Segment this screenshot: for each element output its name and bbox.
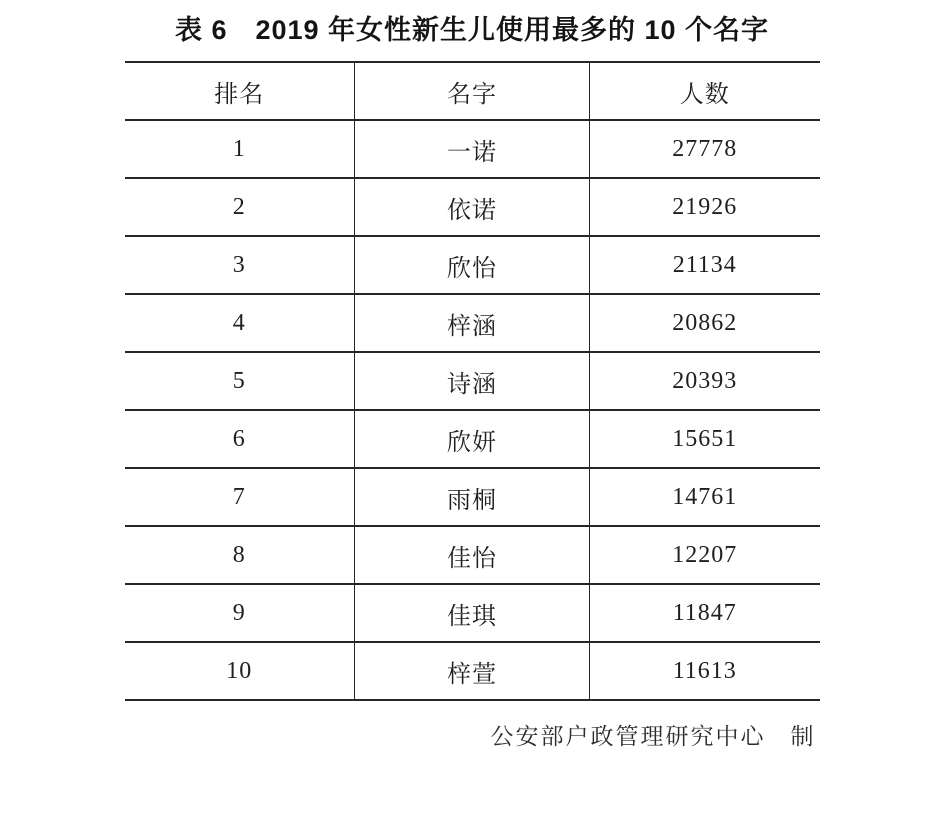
name-cell: 依诺 (355, 178, 590, 236)
table-row (125, 526, 820, 584)
count-cell: 27778 (672, 135, 738, 162)
rank-cell: 7 (232, 483, 246, 510)
count-cell: 11613 (672, 657, 737, 684)
table-header (125, 62, 820, 120)
rank-cell: 2 (232, 193, 246, 220)
rank-cell: 8 (232, 541, 246, 568)
header-name: 名字 (355, 62, 590, 120)
name-cell: 诗涵 (355, 352, 590, 410)
name-cell: 佳琪 (355, 584, 590, 642)
header-count: 人数 (679, 81, 730, 108)
rank-cell: 10 (226, 657, 253, 684)
count-cell: 21926 (672, 193, 738, 220)
header-rank: 排名 (214, 81, 265, 108)
table-row (125, 120, 820, 178)
rank-cell: 4 (232, 309, 246, 336)
table-row (125, 642, 820, 700)
rank-cell: 5 (232, 367, 246, 394)
table-row (125, 236, 820, 294)
table-row (125, 294, 820, 352)
table-row (125, 584, 820, 642)
rank-cell: 3 (232, 251, 246, 278)
name-cell: 欣妍 (355, 410, 590, 468)
name-cell: 一诺 (355, 120, 590, 178)
count-cell: 21134 (672, 251, 737, 278)
table-title: 表 6 2019 年女性新生儿使用最多的 10 个名字 (174, 15, 770, 45)
count-cell: 15651 (672, 425, 738, 452)
header-row (125, 62, 820, 120)
name-cell: 佳怡 (355, 526, 590, 584)
name-cell: 欣怡 (355, 236, 590, 294)
baby-names-table (125, 61, 820, 701)
table-row (125, 178, 820, 236)
count-cell: 20862 (672, 309, 738, 336)
count-cell: 14761 (672, 483, 738, 510)
name-cell: 雨桐 (355, 468, 590, 526)
table-row (125, 468, 820, 526)
table-body (125, 120, 820, 700)
count-cell: 12207 (672, 541, 738, 568)
count-cell: 20393 (672, 367, 738, 394)
rank-cell: 1 (232, 135, 246, 162)
source-attribution: 公安部户政管理研究中心 制 (490, 724, 816, 749)
rank-cell: 9 (232, 599, 246, 626)
name-cell: 梓萱 (355, 642, 590, 700)
table-row (125, 410, 820, 468)
table-row (125, 352, 820, 410)
count-cell: 11847 (672, 599, 737, 626)
name-cell: 梓涵 (355, 294, 590, 352)
rank-cell: 6 (232, 425, 246, 452)
